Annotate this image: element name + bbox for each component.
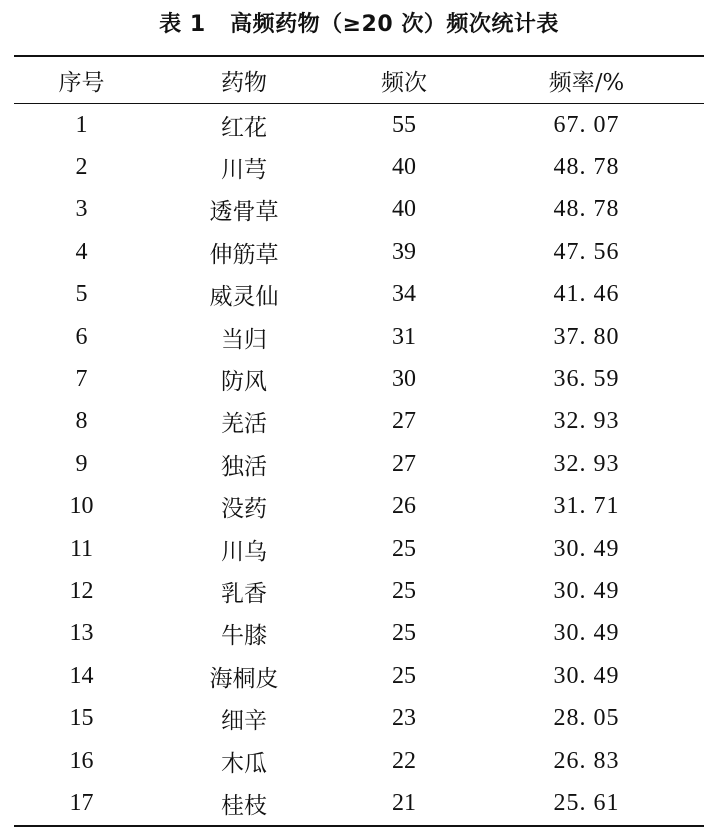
cell-frequency: 25: [392, 620, 416, 647]
table-row: [14, 104, 704, 147]
cell-frequency: 27: [392, 450, 416, 477]
table-row: [14, 189, 704, 231]
cell-rate: 48. 78: [553, 154, 620, 181]
header-drug: 药物: [221, 69, 267, 96]
table-caption: [0, 8, 718, 42]
cell-rate: 36. 59: [553, 366, 620, 393]
cell-drug: 木瓜: [221, 750, 267, 777]
table-row: [14, 613, 704, 655]
table-row: [14, 486, 704, 528]
table-row: [14, 782, 704, 825]
cell-index: 7: [75, 366, 88, 393]
cell-index: 14: [69, 662, 94, 689]
cell-rate: 37. 80: [553, 323, 620, 350]
table-row: [14, 146, 704, 188]
cell-index: 16: [69, 747, 94, 774]
cell-drug: 川芎: [221, 157, 267, 184]
cell-index: 12: [69, 577, 94, 604]
cell-frequency: 22: [392, 747, 416, 774]
cell-rate: 30. 49: [553, 535, 620, 562]
table-row: [14, 740, 704, 782]
cell-frequency: 40: [392, 196, 416, 223]
cell-frequency: 27: [392, 408, 416, 435]
header-index: 序号: [58, 69, 105, 96]
cell-rate: 67. 07: [553, 111, 620, 138]
cell-drug: 海桐皮: [209, 665, 279, 692]
cell-index: 17: [69, 789, 94, 816]
table-body: [14, 104, 704, 826]
cell-index: 15: [69, 705, 94, 732]
cell-rate: 48. 78: [553, 196, 620, 223]
cell-frequency: 25: [392, 577, 416, 604]
cell-frequency: 34: [392, 281, 416, 308]
cell-drug: 透骨草: [209, 199, 279, 226]
cell-index: 4: [75, 238, 88, 265]
table-row: [14, 401, 704, 443]
cell-rate: 32. 93: [553, 408, 620, 435]
cell-drug: 伸筋草: [209, 241, 279, 268]
cell-drug: 桂枝: [221, 792, 267, 819]
cell-frequency: 21: [392, 789, 416, 816]
cell-drug: 羌活: [221, 411, 267, 438]
cell-drug: 川乌: [221, 538, 267, 565]
table-row: [14, 528, 704, 570]
cell-rate: 30. 49: [553, 662, 620, 689]
cell-frequency: 31: [392, 323, 416, 350]
cell-rate: 28. 05: [553, 705, 620, 732]
table-row: [14, 570, 704, 612]
cell-rate: 30. 49: [553, 620, 620, 647]
table-row: [14, 316, 704, 358]
cell-rate: 32. 93: [553, 450, 620, 477]
cell-rate: 30. 49: [553, 577, 620, 604]
table-container: [14, 55, 704, 827]
cell-rate: 25. 61: [553, 789, 620, 816]
cell-frequency: 26: [392, 493, 416, 520]
cell-frequency: 55: [392, 111, 416, 138]
cell-drug: 红花: [221, 114, 267, 141]
cell-index: 8: [75, 408, 88, 435]
cell-drug: 细辛: [221, 708, 267, 735]
cell-frequency: 23: [392, 705, 416, 732]
herb-frequency-table: [14, 55, 704, 827]
table-number: 表 1: [159, 12, 206, 37]
table-header: [14, 56, 704, 104]
table-row: [14, 443, 704, 485]
cell-frequency: 39: [392, 238, 416, 265]
cell-rate: 26. 83: [553, 747, 620, 774]
cell-drug: 威灵仙: [209, 284, 279, 311]
cell-rate: 47. 56: [553, 238, 620, 265]
cell-index: 2: [75, 154, 88, 181]
header-rate: 频率/%: [548, 69, 625, 96]
cell-rate: 31. 71: [553, 493, 620, 520]
table-row: [14, 697, 704, 739]
cell-drug: 乳香: [221, 580, 267, 607]
cell-index: 3: [75, 196, 88, 223]
cell-index: 13: [69, 620, 94, 647]
cell-index: 11: [69, 535, 94, 562]
cell-drug: 独活: [221, 453, 267, 480]
table-row: [14, 274, 704, 316]
cell-index: 10: [69, 493, 94, 520]
header-row: [14, 56, 704, 104]
table-row: [14, 655, 704, 697]
cell-index: 1: [75, 111, 88, 138]
cell-drug: 防风: [221, 369, 267, 396]
cell-drug: 牛膝: [221, 623, 267, 650]
cell-drug: 没药: [221, 496, 267, 523]
cell-index: 9: [75, 450, 88, 477]
cell-index: 5: [75, 281, 88, 308]
header-frequency: 频次: [381, 69, 427, 96]
cell-frequency: 25: [392, 535, 416, 562]
table-title: 高频药物（≥20 次）频次统计表: [230, 12, 559, 37]
cell-frequency: 40: [392, 154, 416, 181]
cell-drug: 当归: [221, 326, 267, 353]
cell-frequency: 25: [392, 662, 416, 689]
cell-frequency: 30: [392, 366, 416, 393]
table-row: [14, 358, 704, 400]
cell-index: 6: [75, 323, 88, 350]
cell-rate: 41. 46: [553, 281, 620, 308]
table-row: [14, 231, 704, 273]
